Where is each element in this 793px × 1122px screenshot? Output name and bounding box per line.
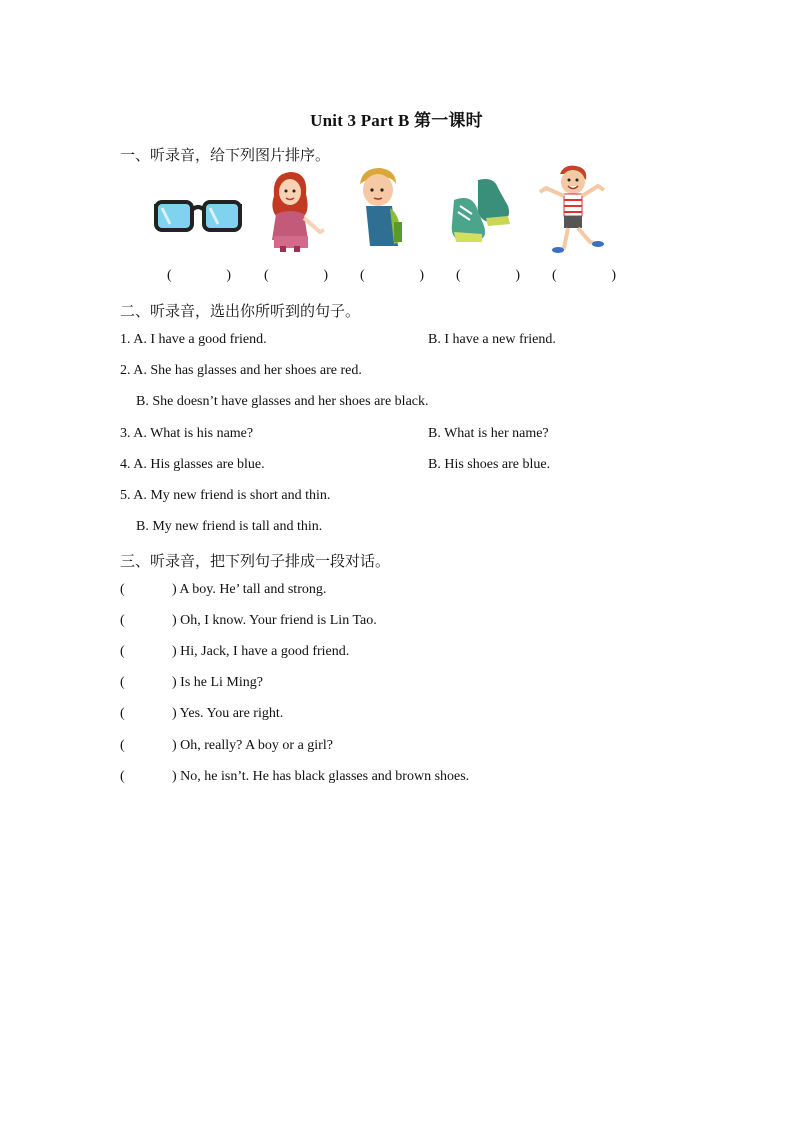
- section1-heading: 一、听录音，给下列图片排序。: [120, 146, 331, 164]
- dialogue-item[interactable]: ( ) No, he isn’t. He has black glasses and brown shoes.: [120, 769, 470, 784]
- dialogue-item[interactable]: ( ) A boy. He’ tall and strong.: [120, 582, 327, 597]
- q2-option-a[interactable]: 2. A. She has glasses and her shoes are red.: [120, 363, 362, 378]
- q2-option-b[interactable]: B. She doesn’t have glasses and her shoes are black.: [136, 394, 429, 409]
- worksheet-page: Unit 3 Part B 第一课时 一、听录音，给下列图片排序。 ( ) ( ) ( ) ( ) ( ) 二、听录音，选出你所听到的句子。 1. A. I have a good friend. B. I have a new friend. 2. A. She has glasses and her shoes are red. B. She doesn’t have glasses and her shoes are black. 3. A. What is his name? B. What is her name? 4. A. His glasses are blue. B. His shoes are blue. 5. A. My new friend is short and thin. B. My new friend is tall and thin. 三、听录音，把下列句子排成一段对话。 ( ) A boy. He’ tall and strong. ( ) Oh, I know. Your friend is Lin Tao. ( ) Hi, Jack, I have a good friend. ( ) Is he Li Ming? ( ) Yes. You are right. ( ) Oh, really? A boy or a girl? ( ) No, he isn’t. He has black glasses and brown shoes.: [0, 0, 793, 1122]
- q3-option-a[interactable]: 3. A. What is his name?: [120, 426, 254, 441]
- glasses-icon: [154, 196, 242, 236]
- q1-option-b[interactable]: B. I have a new friend.: [428, 332, 556, 347]
- dialogue-item[interactable]: ( ) Is he Li Ming?: [120, 675, 263, 690]
- q1-option-a[interactable]: 1. A. I have a good friend.: [120, 332, 267, 347]
- dialogue-item[interactable]: ( ) Oh, really? A boy or a girl?: [120, 738, 333, 753]
- section2-heading: 二、听录音，选出你所听到的句子。: [120, 302, 361, 320]
- q5-option-b[interactable]: B. My new friend is tall and thin.: [136, 519, 323, 534]
- section3-heading: 三、听录音，把下列句子排成一段对话。: [120, 552, 391, 570]
- shoes-icon: [448, 174, 514, 246]
- q3-option-b[interactable]: B. What is her name?: [428, 426, 549, 441]
- girl-icon: [264, 170, 326, 254]
- dialogue-item[interactable]: ( ) Hi, Jack, I have a good friend.: [120, 644, 350, 659]
- q4-option-a[interactable]: 4. A. His glasses are blue.: [120, 457, 265, 472]
- dialogue-item[interactable]: ( ) Oh, I know. Your friend is Lin Tao.: [120, 613, 377, 628]
- boy-icon: [352, 166, 408, 250]
- q4-option-b[interactable]: B. His shoes are blue.: [428, 457, 551, 472]
- q5-option-a[interactable]: 5. A. My new friend is short and thin.: [120, 488, 331, 503]
- dialogue-item[interactable]: ( ) Yes. You are right.: [120, 706, 284, 721]
- page-title: Unit 3 Part B 第一课时: [310, 111, 483, 130]
- boy-jumping-icon: [536, 164, 608, 256]
